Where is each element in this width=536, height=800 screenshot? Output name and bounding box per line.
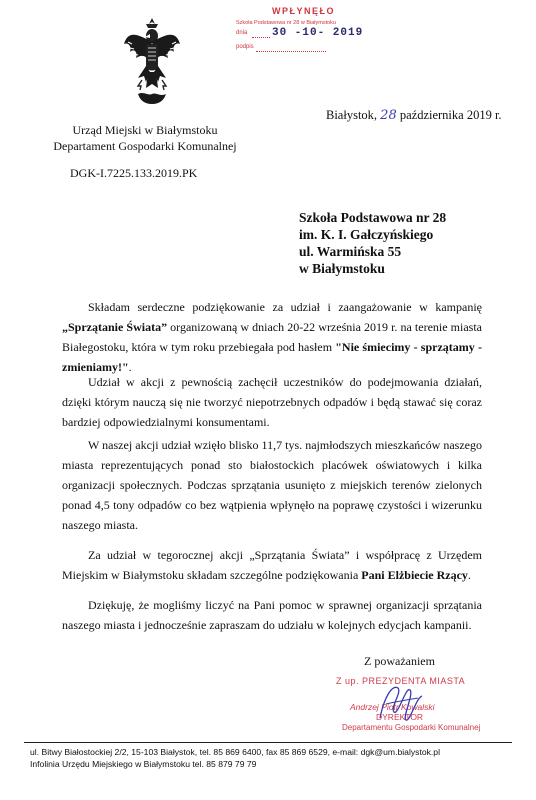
place-date: [326, 108, 502, 123]
paragraph-2: Udział w akcji z pewnością zachęcił uczestników do podejmowania działań, dzięki którym nauczą się nie tworzyć niepotrzebnych odpadów i będą stawać się coraz bardziej odpowiedzialnymi konsumentami.: [62, 375, 482, 429]
stamp-signature-label: podpis: [236, 44, 254, 50]
handwritten-signature-icon: [372, 678, 432, 728]
recipient-address: [299, 209, 446, 277]
paragraph-5: Dziękuję, że mogliśmy liczyć na Pani pomoc w sprawnej organizacji sprzątania naszego miasta i jednocześnie zapraszam do udziału w kolejnych edycjach kampanii.: [62, 598, 482, 632]
sender-office: [40, 122, 250, 154]
footer-divider: [24, 742, 512, 743]
reference-number: DGK-I.7225.133.2019.PK: [70, 166, 198, 180]
stamp-authority: Z up. PREZYDENTA MIASTA: [336, 676, 466, 686]
place: Białystok,: [326, 108, 378, 122]
paragraph-4: Za udział w tegorocznej akcji „Sprzątania Świata” i współpracę z Urzędem Miejskim w Białymstoku składam szczególne podziękowania Pani Elżbiecie Rzący.: [62, 548, 482, 582]
recipient-line: ul. Warmińska 55: [299, 244, 402, 259]
received-stamp: [232, 6, 368, 56]
handwritten-day: 28: [380, 108, 397, 123]
recipient-line: w Białymstoku: [299, 261, 385, 276]
office-name: Urząd Miejski w Białymstoku: [72, 123, 218, 137]
office-department: Departament Gospodarki Komunalnej: [53, 139, 237, 153]
stamp-date-label: dnia: [236, 30, 248, 36]
thanked-person: Pani Elżbiecie Rzący: [361, 568, 468, 582]
footer-address: ul. Bitwy Białostockiej 2/2, 15-103 Białystok, tel. 85 869 6400, fax 85 869 6529, e-mail: dgk@um.bialystok.pl: [30, 747, 440, 757]
stamp-title: DYREKTOR: [376, 712, 424, 722]
month-year: października 2019 r.: [399, 108, 502, 122]
stamp-name: Andrzej Piotr Kowalski: [350, 702, 435, 712]
eagle-emblem-icon: [120, 12, 184, 112]
stamp-date: 30 -10- 2019: [272, 27, 364, 39]
stamp-org: Szkoła Podstawowa nr 28 w Białymstoku: [236, 20, 336, 26]
campaign-name: „Sprzątanie Świata”: [62, 320, 168, 334]
closing-greeting: Z poważaniem: [364, 654, 435, 668]
campaign-slogan: "Nie śmiecimy - sprzątamy - zmieniamy!": [62, 340, 482, 374]
footer-hotline: Infolinia Urzędu Miejskiego w Białymstoku tel. 85 879 79 79: [30, 759, 257, 769]
stamp-title: WPŁYNĘŁO: [272, 6, 335, 16]
paragraph-3: W naszej akcji udział wzięło blisko 11,7 tys. najmłodszych mieszkańców naszego miasta reprezentujących ponad sto białostockich placówek oświatowych i kilka organizacji społecznych. Podczas sprzątania usunięto z miejskich terenów zielonych ponad 4,5 tony odpadów co bez wątpienia wpłynęło na poprawę czystości i wizerunku naszego miasta.: [62, 438, 482, 532]
recipient-line: Szkoła Podstawowa nr 28: [299, 210, 447, 225]
stamp-department: Departamentu Gospodarki Komunalnej: [342, 723, 481, 732]
recipient-line: im. K. I. Gałczyńskiego: [299, 227, 434, 242]
paragraph-1: Składam serdeczne podziękowanie za udział i zaangażowanie w kampanię „Sprzątanie Świata” organizowaną w dniach 20-22 września 2019 r. na terenie miasta Białegostoku, która w tym roku przebiegała pod hasłem "Nie śmiecimy - sprzątamy - zmieniamy!".: [62, 300, 482, 374]
footer: [30, 746, 440, 770]
